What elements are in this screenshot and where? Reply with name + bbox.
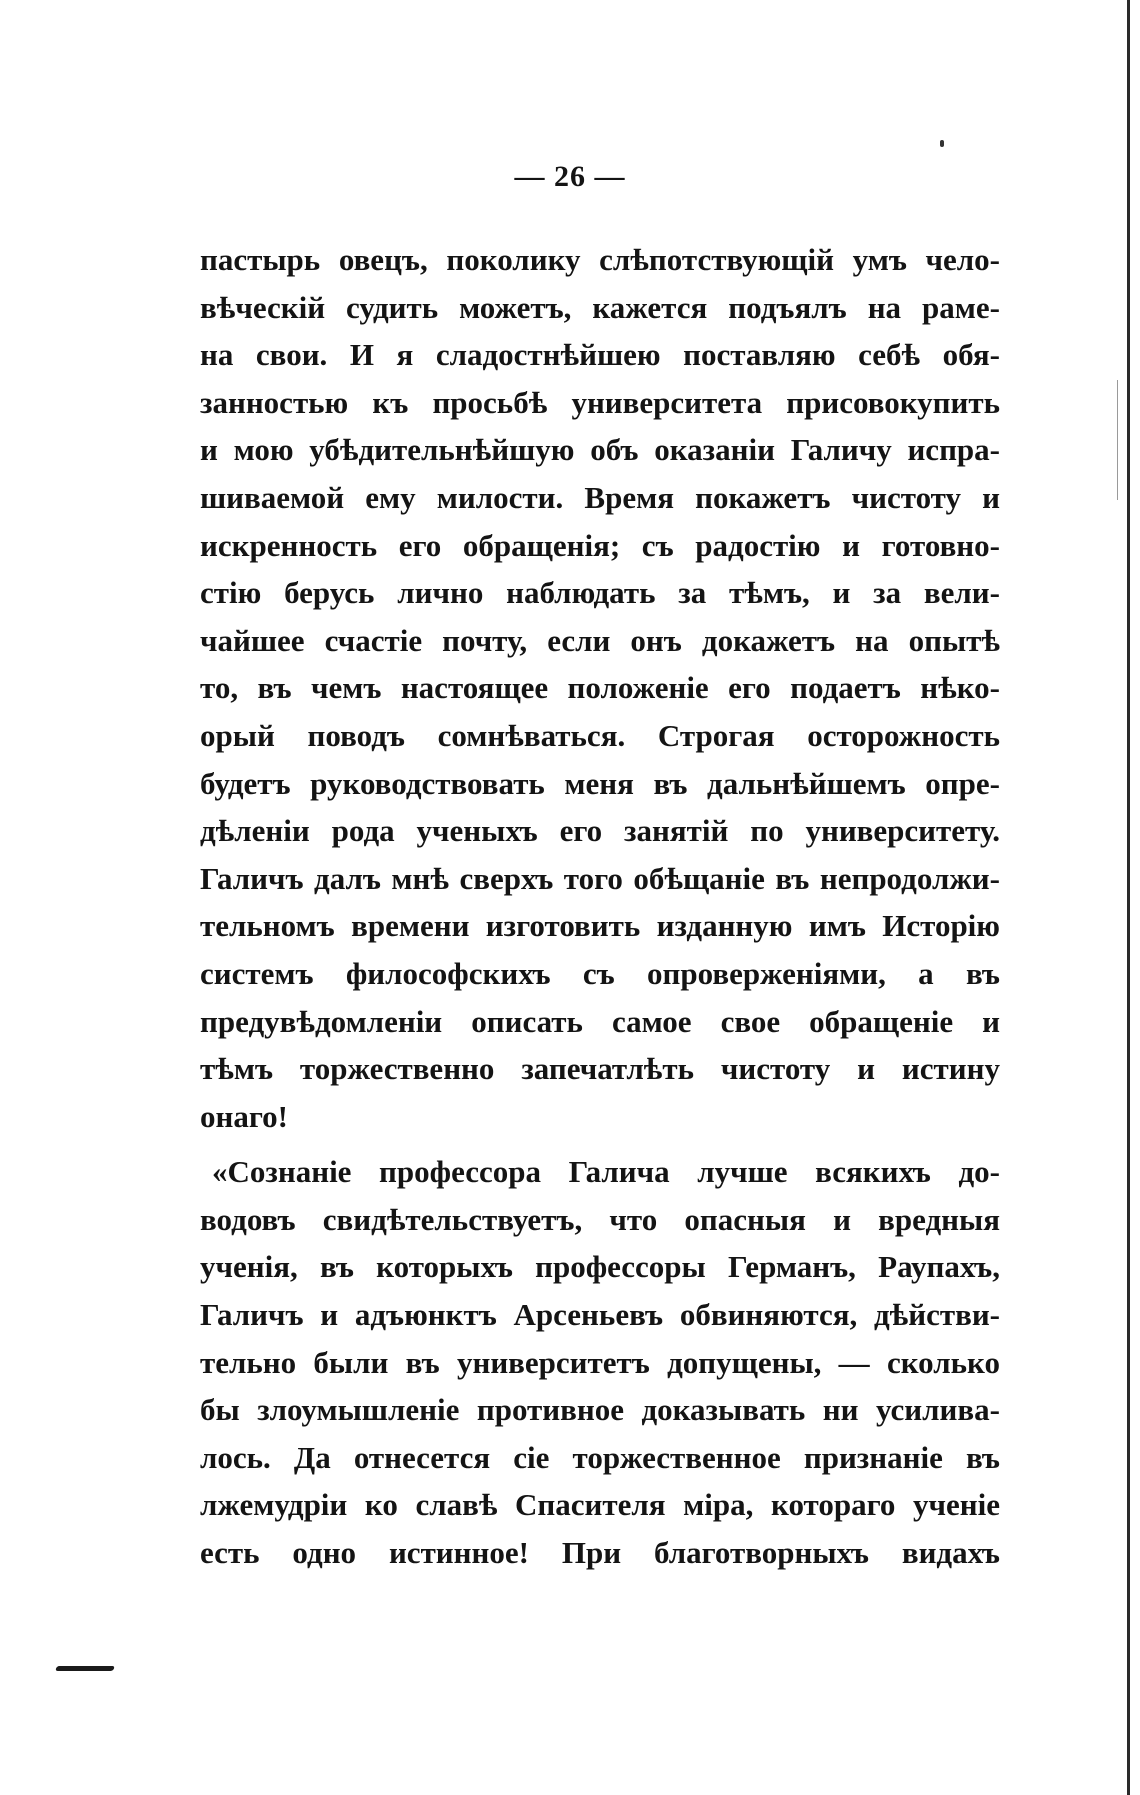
text-line: шиваемой ему милости. Время покажетъ чистоту и <box>200 479 1000 515</box>
text-line: лось. Да отнесется сіе торжественное признаніе въ <box>200 1439 1000 1475</box>
text-line: занностью къ просьбѣ университета присовокупить <box>200 384 1000 420</box>
text-line: стію берусь лично наблюдать за тѣмъ, и за вели- <box>200 575 1000 611</box>
text-line: «Сознаніе профессора Галича лучше всякихъ до- <box>212 1154 1000 1190</box>
text-line: Галичъ и адъюнктъ Арсеньевъ обвиняются, дѣйстви- <box>200 1297 1000 1333</box>
page-number: — 26 — <box>514 160 626 193</box>
text-line: Галичъ далъ мнѣ сверхъ того обѣщаніе въ непродолжи- <box>200 860 1000 896</box>
page-edge <box>1127 0 1130 1795</box>
text-line: тѣмъ торжественно запечатлѣть чистоту и истину <box>200 1051 1000 1087</box>
text-line: предувѣдомленіи описать самое свое обращеніе и <box>200 1003 1000 1039</box>
text-line: онаго! <box>200 1098 288 1134</box>
text-line: ученія, въ которыхъ профессоры Германъ, Раупахъ, <box>200 1249 1000 1285</box>
text-line: чайшее счастіе почту, если онъ докажетъ на опытѣ <box>200 622 1000 658</box>
text-line: то, въ чемъ настоящее положеніе его подаетъ нѣко- <box>200 670 1000 706</box>
text-line: системъ философскихъ съ опроверженіями, а въ <box>200 955 1000 991</box>
text-line: лжемудріи ко славѣ Спасителя міра, котораго ученіе <box>200 1487 1000 1523</box>
text-line: орый поводъ сомнѣваться. Строгая осторожность <box>200 717 1000 753</box>
text-line: бы злоумышленіе противное доказывать ни усилива- <box>200 1392 1000 1428</box>
paragraph-2 <box>200 1148 1000 1576</box>
text-line: будетъ руководствовать меня въ дальнѣйшемъ опре- <box>200 765 1000 801</box>
text-line: тельномъ времени изготовить изданную имъ Исторію <box>200 908 1000 944</box>
paragraph-1 <box>200 236 1000 1140</box>
text-line: искренность его обращенія; съ радостію и готовно- <box>200 527 1000 563</box>
text-line: есть одно истинное! При благотворныхъ видахъ <box>200 1535 1000 1571</box>
text-line: водовъ свидѣтельствуетъ, что опасныя и вредныя <box>200 1201 1000 1237</box>
body-text <box>200 236 1000 1577</box>
ink-speck <box>940 140 944 147</box>
page-edge-shadow <box>1117 380 1118 500</box>
text-line: пастырь овецъ, поколику слѣпотствующій умъ чело- <box>200 242 1000 277</box>
text-line: вѣческій судить можетъ, кажется подъялъ на раме- <box>200 289 1000 325</box>
footer-rule <box>55 1666 115 1671</box>
text-line: дѣленіи рода ученыхъ его занятій по университету. <box>200 813 1000 849</box>
text-line: тельно были въ университетъ допущены, — сколько <box>200 1344 1000 1380</box>
text-line: и мою убѣдительнѣйшую объ оказаніи Галичу испра- <box>200 432 1000 468</box>
text-line: на свои. И я сладостнѣйшею поставляю себѣ обя- <box>200 337 1000 373</box>
paragraph-gap <box>200 1140 1000 1148</box>
